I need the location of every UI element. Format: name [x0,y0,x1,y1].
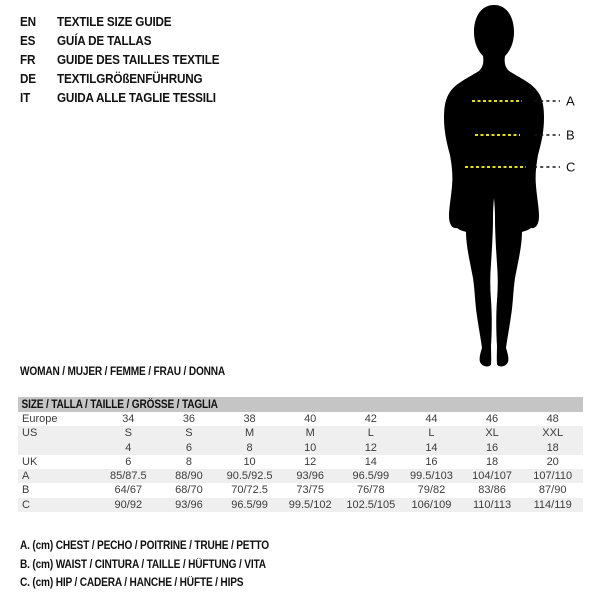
row-label [18,441,98,455]
language-label: TEXTILE SIZE GUIDE [57,14,172,29]
table-row [18,498,583,512]
table-cell: 70/72.5 [231,484,268,497]
table-cell: 14 [364,455,377,468]
table-cell: 18 [546,441,559,454]
table-cell: M [244,427,255,440]
table-cell: 42 [364,413,377,425]
table-cell: L [428,427,435,440]
legend-line: A. (cm) CHEST / PECHO / POITRINE / TRUHE / PETTO [20,540,269,552]
table-row [18,483,583,497]
table-cell: 114/119 [533,498,572,511]
table-cell: 88/90 [175,470,203,483]
table-cell: 44 [425,413,438,425]
table-cell: 110/113 [472,498,512,511]
legend-line: C. (cm) HIP / CADERA / HANCHE / HÜFTE / HIPS [20,577,244,589]
table-cell: 99.5/102 [288,498,332,511]
table-cell: 85/87.5 [109,470,147,483]
language-row-it [20,88,237,107]
table-cell: 106/109 [411,498,452,511]
size-table-grid [18,412,583,512]
legend [20,540,303,596]
table-cell: 93/96 [296,470,324,483]
table-cell: S [185,427,193,440]
table-cell: XXL [542,427,564,440]
table-cell: 73/75 [296,484,324,497]
table-row [18,426,583,440]
table-cell: 96.5/99 [231,498,268,511]
language-row-en [20,12,237,31]
language-row-de [20,69,237,88]
table-cell: 6 [185,441,192,454]
table-cell: 48 [546,413,559,425]
table-cell: 40 [304,413,317,425]
language-row-fr [20,50,237,69]
language-code: ES [20,33,36,48]
table-cell: 16 [485,441,499,454]
size-figure [410,0,600,375]
row-label: C [22,498,30,511]
language-row-es [20,31,237,50]
table-cell: 10 [304,441,317,454]
table-cell: 14 [425,441,438,454]
size-table-body [18,412,583,512]
table-cell: 8 [185,455,192,468]
marker-label-a: A [566,93,575,109]
table-cell: 36 [182,413,196,425]
table-cell: 6 [125,455,132,468]
table-cell: 90/92 [114,498,143,511]
table-row [18,412,583,426]
size-table-header-label: SIZE / TALLA / TAILLE / GRÖSSE / TAGLIA [21,398,218,411]
language-label: GUÍA DE TALLAS [57,33,152,48]
row-label: UK [22,455,38,468]
table-cell: 12 [304,455,317,468]
table-cell: 79/82 [417,484,446,497]
row-label: Europe [22,413,58,425]
language-code: FR [20,52,36,67]
row-label: A [22,470,30,483]
table-cell: 99.5/103 [410,470,453,483]
table-cell: 96.5/99 [352,470,390,483]
row-label: B [22,484,30,497]
table-cell: L [367,427,374,440]
table-cell: 102.5/105 [346,498,396,511]
marker-label-b: B [566,127,575,143]
legend-line: B. (cm) WAIST / CINTURA / TAILLE / HÜFTUNG / VITA [20,558,266,571]
size-table [18,397,583,512]
table-cell: 46 [485,413,499,425]
table-cell: M [305,427,315,440]
figure-svg [410,0,600,375]
table-cell: 64/67 [114,484,143,497]
language-code: EN [20,14,36,29]
language-code: DE [20,71,36,86]
table-cell: 93/96 [175,498,203,511]
size-table-header [18,397,583,412]
table-row [18,469,583,483]
language-list [20,12,237,107]
table-cell: XL [485,427,499,440]
table-cell: 34 [122,413,135,425]
table-cell: 83/86 [478,484,506,497]
table-cell: S [124,427,132,440]
language-label: TEXTILGRÖßENFÜHRUNG [57,71,203,86]
table-cell: 38 [243,413,256,425]
table-row [18,455,583,469]
table-cell: 76/78 [357,484,385,497]
table-cell: 20 [546,455,559,468]
table-cell: 8 [246,441,253,454]
table-row [18,441,583,455]
table-cell: 87/90 [538,484,567,497]
table-cell: 12 [364,441,377,454]
table-cell: 90.5/92.5 [226,470,273,483]
marker-label-c: C [566,159,576,175]
row-label: US [22,427,38,440]
woman-silhouette-icon [444,5,544,366]
table-cell: 10 [243,455,256,468]
table-cell: 16 [425,455,438,468]
language-label: GUIDE DES TAILLES TEXTILE [57,52,220,67]
language-code: IT [20,90,31,105]
table-cell: 18 [485,455,499,468]
language-label: GUIDA ALLE TAGLIE TESSILI [57,90,216,105]
table-cell: 104/107 [472,470,512,483]
section-title: WOMAN / MUJER / FEMME / FRAU / DONNA [20,366,226,378]
table-cell: 68/70 [175,484,203,497]
table-cell: 4 [125,441,132,454]
table-cell: 107/110 [533,470,573,483]
